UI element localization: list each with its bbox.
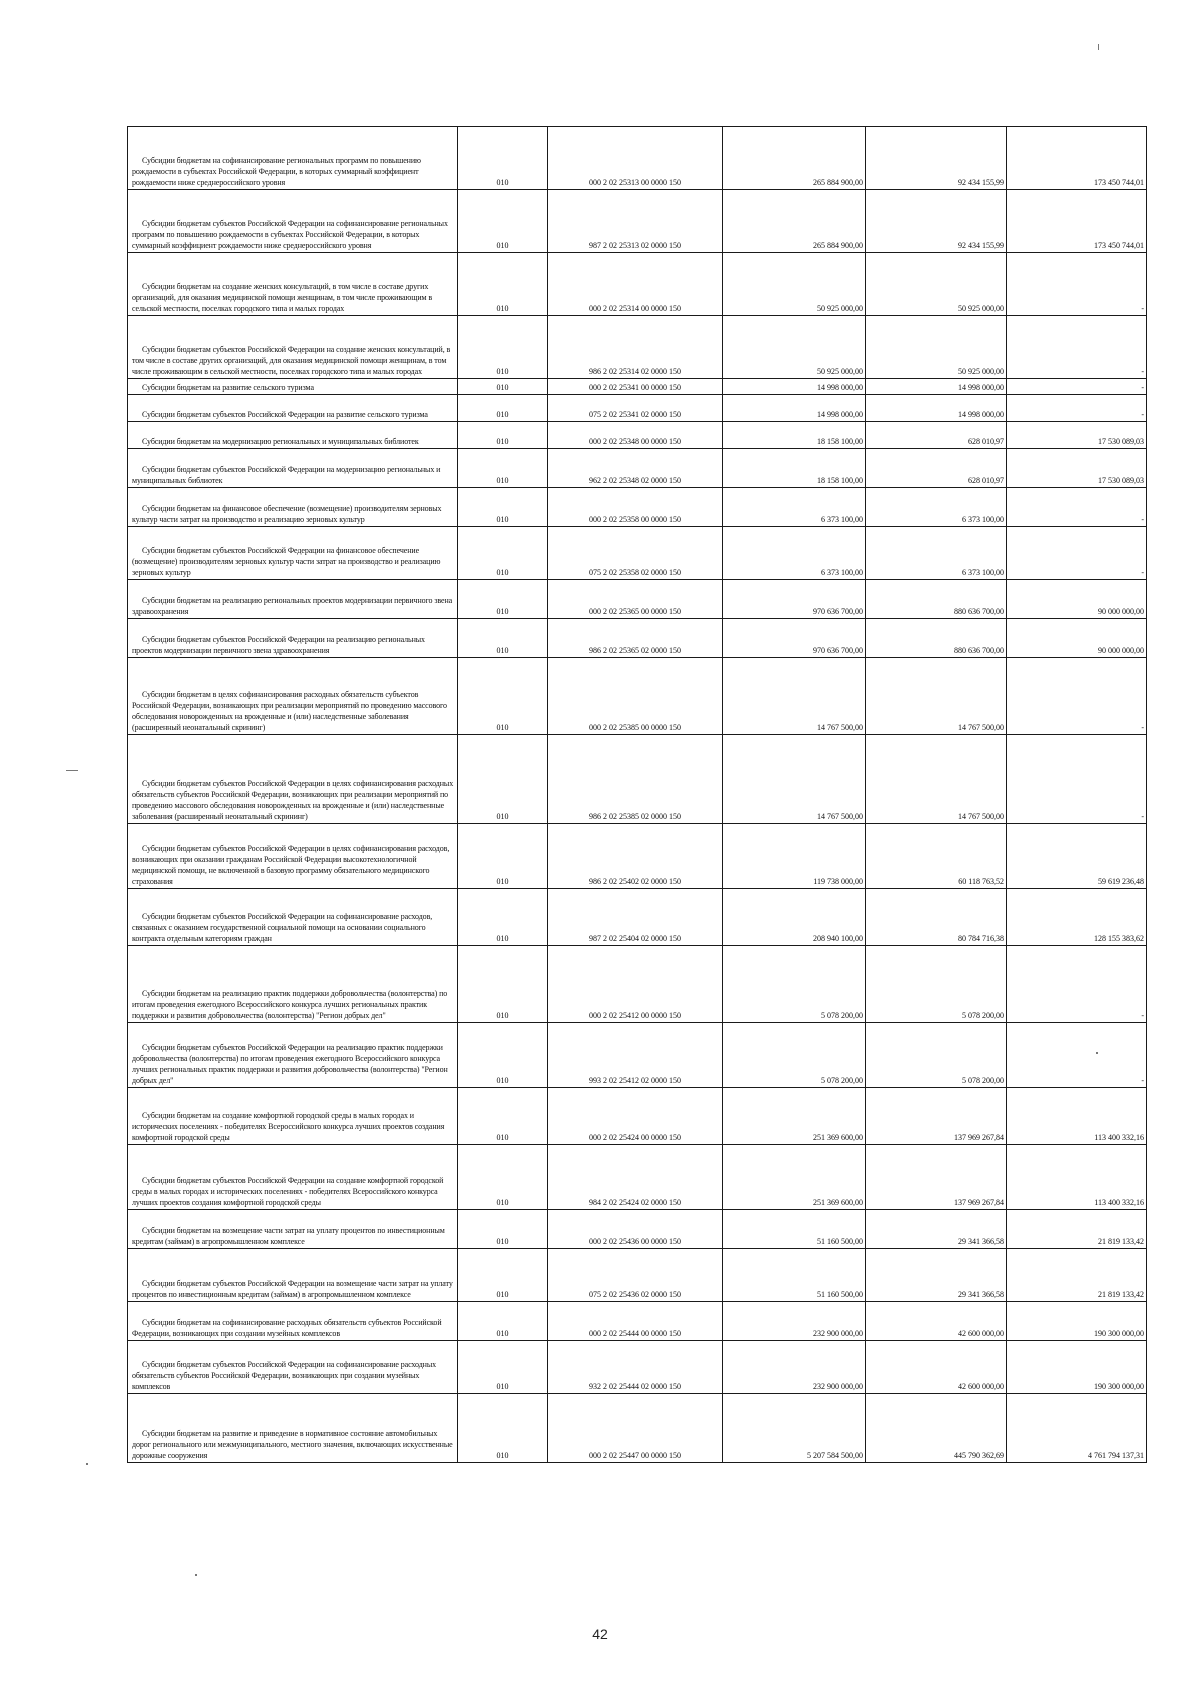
scan-speck <box>66 770 78 771</box>
budget-code-cell: 000 2 02 25365 00 0000 150 <box>548 580 723 619</box>
table-row <box>128 190 1147 253</box>
indicator-name-cell: Субсидии бюджетам субъектов Российской Федерации на создание женских консультаций, в том числе в составе других организаций, для оказания медицинской помощи женщинам, в том числе проживающим в сельской местности, поселках городского типа и малых городах <box>128 316 458 379</box>
line-code-cell: 010 <box>458 127 548 190</box>
budget-code-cell: 986 2 02 25314 02 0000 150 <box>548 316 723 379</box>
executed-amount-cell: 92 434 155,99 <box>866 127 1007 190</box>
indicator-name-cell: Субсидии бюджетам на развитие сельского туризма <box>128 379 458 395</box>
line-code-cell: 010 <box>458 889 548 946</box>
indicator-name-cell: Субсидии бюджетам на возмещение части затрат на уплату процентов по инвестиционным кредитам (займам) в агропромышленном комплексе <box>128 1210 458 1249</box>
table-row <box>128 889 1147 946</box>
unexecuted-amount-cell: 21 819 133,42 <box>1007 1210 1147 1249</box>
unexecuted-amount-cell: 21 819 133,42 <box>1007 1249 1147 1302</box>
budget-code-cell: 000 2 02 25348 00 0000 150 <box>548 422 723 449</box>
executed-amount-cell: 628 010,97 <box>866 422 1007 449</box>
budget-code-cell: 075 2 02 25358 02 0000 150 <box>548 527 723 580</box>
indicator-name-cell: Субсидии бюджетам субъектов Российской Федерации на модернизацию региональных и муниципальных библиотек <box>128 449 458 488</box>
budget-code-cell: 000 2 02 25341 00 0000 150 <box>548 379 723 395</box>
indicator-name-cell: Субсидии бюджетам субъектов Российской Федерации на софинансирование региональных программ по повышению рождаемости в субъектах Российской Федерации, в которых суммарный коэффициент рождаемости ниже среднероссийского уровня <box>128 190 458 253</box>
executed-amount-cell: 628 010,97 <box>866 449 1007 488</box>
table-row <box>128 379 1147 395</box>
page-number: 42 <box>592 1626 608 1642</box>
approved-amount-cell: 5 078 200,00 <box>723 946 866 1023</box>
indicator-name-cell: Субсидии бюджетам субъектов Российской Федерации на финансовое обеспечение (возмещение) производителям зерновых культур части затрат на производство и реализацию зерновых культур <box>128 527 458 580</box>
table-row <box>128 316 1147 379</box>
table-row <box>128 1341 1147 1394</box>
executed-amount-cell: 880 636 700,00 <box>866 619 1007 658</box>
table-row <box>128 1394 1147 1463</box>
executed-amount-cell: 14 998 000,00 <box>866 379 1007 395</box>
indicator-name-cell: Субсидии бюджетам субъектов Российской Федерации на возмещение части затрат на уплату процентов по инвестиционным кредитам (займам) в агропромышленном комплексе <box>128 1249 458 1302</box>
table-row <box>128 488 1147 527</box>
line-code-cell: 010 <box>458 422 548 449</box>
budget-code-cell: 986 2 02 25365 02 0000 150 <box>548 619 723 658</box>
line-code-cell: 010 <box>458 379 548 395</box>
unexecuted-amount-cell: 17 530 089,03 <box>1007 422 1147 449</box>
indicator-name-cell: Субсидии бюджетам субъектов Российской Федерации на реализацию практик поддержки добровольчества (волонтерства) по итогам проведения ежегодного Всероссийского конкурса лучших региональных практик поддержки и развития добровольчества (волонтерства) "Регион добрых дел" <box>128 1023 458 1088</box>
line-code-cell: 010 <box>458 488 548 527</box>
unexecuted-amount-cell: 190 300 000,00 <box>1007 1302 1147 1341</box>
unexecuted-amount-cell: 113 400 332,16 <box>1007 1088 1147 1145</box>
line-code-cell: 010 <box>458 658 548 735</box>
budget-code-cell: 986 2 02 25402 02 0000 150 <box>548 824 723 889</box>
line-code-cell: 010 <box>458 1023 548 1088</box>
approved-amount-cell: 265 884 900,00 <box>723 190 866 253</box>
executed-amount-cell: 50 925 000,00 <box>866 253 1007 316</box>
indicator-name-cell: Субсидии бюджетам на софинансирование региональных программ по повышению рождаемости в субъектах Российской Федерации, в которых суммарный коэффициент рождаемости ниже среднероссийского уровня <box>128 127 458 190</box>
indicator-name-cell: Субсидии бюджетам в целях софинансирования расходных обязательств субъектов Российской Федерации, возникающих при реализации мероприятий по проведению массового обследования новорожденных на врожденные и (или) наследственные заболевания (расширенный неонатальный скрининг) <box>128 658 458 735</box>
approved-amount-cell: 119 738 000,00 <box>723 824 866 889</box>
unexecuted-amount-cell: - <box>1007 316 1147 379</box>
indicator-name-cell: Субсидии бюджетам субъектов Российской Федерации на реализацию региональных проектов модернизации первичного звена здравоохранения <box>128 619 458 658</box>
budget-code-cell: 075 2 02 25341 02 0000 150 <box>548 395 723 422</box>
budget-code-cell: 000 2 02 25358 00 0000 150 <box>548 488 723 527</box>
scan-speck <box>86 1463 88 1465</box>
unexecuted-amount-cell: - <box>1007 658 1147 735</box>
approved-amount-cell: 50 925 000,00 <box>723 253 866 316</box>
approved-amount-cell: 232 900 000,00 <box>723 1302 866 1341</box>
indicator-name-cell: Субсидии бюджетам на развитие и приведение в нормативное состояние автомобильных дорог регионального или межмуниципального, местного значения, включающих искусственные дорожные сооружения <box>128 1394 458 1463</box>
indicator-name-cell: Субсидии бюджетам субъектов Российской Федерации на софинансирование расходов, связанных с оказанием государственной социальной помощи на основании социального контракта отдельным категориям граждан <box>128 889 458 946</box>
scan-speck <box>195 1574 197 1576</box>
approved-amount-cell: 5 207 584 500,00 <box>723 1394 866 1463</box>
budget-code-cell: 984 2 02 25424 02 0000 150 <box>548 1145 723 1210</box>
unexecuted-amount-cell: - <box>1007 1023 1147 1088</box>
approved-amount-cell: 14 998 000,00 <box>723 395 866 422</box>
indicator-name-cell: Субсидии бюджетам субъектов Российской Федерации в целях софинансирования расходных обязательств субъектов Российской Федерации, возникающих при реализации мероприятий по проведению массового обследования новорожденных на врожденные и (или) наследственные заболевания (расширенный неонатальный скрининг) <box>128 735 458 824</box>
line-code-cell: 010 <box>458 1394 548 1463</box>
executed-amount-cell: 880 636 700,00 <box>866 580 1007 619</box>
line-code-cell: 010 <box>458 1341 548 1394</box>
executed-amount-cell: 5 078 200,00 <box>866 946 1007 1023</box>
unexecuted-amount-cell: 190 300 000,00 <box>1007 1341 1147 1394</box>
indicator-name-cell: Субсидии бюджетам субъектов Российской Федерации в целях софинансирования расходов, возникающих при оказании гражданам Российской Федерации высокотехнологичной медицинской помощи, не включенной в базовую программу обязательного медицинского страхования <box>128 824 458 889</box>
executed-amount-cell: 80 784 716,38 <box>866 889 1007 946</box>
table-row <box>128 449 1147 488</box>
unexecuted-amount-cell: - <box>1007 527 1147 580</box>
budget-code-cell: 986 2 02 25385 02 0000 150 <box>548 735 723 824</box>
table-row <box>128 1088 1147 1145</box>
budget-code-cell: 000 2 02 25412 00 0000 150 <box>548 946 723 1023</box>
unexecuted-amount-cell: 59 619 236,48 <box>1007 824 1147 889</box>
indicator-name-cell: Субсидии бюджетам на финансовое обеспечение (возмещение) производителям зерновых культур части затрат на производство и реализацию зерновых культур <box>128 488 458 527</box>
unexecuted-amount-cell: 128 155 383,62 <box>1007 889 1147 946</box>
executed-amount-cell: 42 600 000,00 <box>866 1341 1007 1394</box>
approved-amount-cell: 14 767 500,00 <box>723 735 866 824</box>
budget-code-cell: 000 2 02 25424 00 0000 150 <box>548 1088 723 1145</box>
executed-amount-cell: 50 925 000,00 <box>866 316 1007 379</box>
approved-amount-cell: 265 884 900,00 <box>723 127 866 190</box>
line-code-cell: 010 <box>458 1210 548 1249</box>
indicator-name-cell: Субсидии бюджетам на реализацию практик поддержки добровольчества (волонтерства) по итогам проведения ежегодного Всероссийского конкурса лучших региональных практик поддержки и развития добровольчества (волонтерства) "Регион добрых дел" <box>128 946 458 1023</box>
budget-table-sheet <box>127 126 1146 1463</box>
table-row <box>128 127 1147 190</box>
unexecuted-amount-cell: - <box>1007 735 1147 824</box>
executed-amount-cell: 14 767 500,00 <box>866 658 1007 735</box>
unexecuted-amount-cell: 173 450 744,01 <box>1007 127 1147 190</box>
executed-amount-cell: 445 790 362,69 <box>866 1394 1007 1463</box>
indicator-name-cell: Субсидии бюджетам на создание женских консультаций, в том числе в составе других организаций, для оказания медицинской помощи женщинам, в том числе проживающим в сельской местности, поселках городского типа и малых городах <box>128 253 458 316</box>
approved-amount-cell: 251 369 600,00 <box>723 1088 866 1145</box>
budget-code-cell: 000 2 02 25444 00 0000 150 <box>548 1302 723 1341</box>
scan-speck <box>1096 1052 1098 1054</box>
line-code-cell: 010 <box>458 395 548 422</box>
executed-amount-cell: 6 373 100,00 <box>866 488 1007 527</box>
approved-amount-cell: 18 158 100,00 <box>723 449 866 488</box>
approved-amount-cell: 14 998 000,00 <box>723 379 866 395</box>
executed-amount-cell: 137 969 267,84 <box>866 1145 1007 1210</box>
line-code-cell: 010 <box>458 735 548 824</box>
indicator-name-cell: Субсидии бюджетам субъектов Российской Федерации на софинансирование расходных обязательств субъектов Российской Федерации, возникающих при создании музейных комплексов <box>128 1341 458 1394</box>
executed-amount-cell: 92 434 155,99 <box>866 190 1007 253</box>
approved-amount-cell: 251 369 600,00 <box>723 1145 866 1210</box>
unexecuted-amount-cell: - <box>1007 395 1147 422</box>
budget-code-cell: 000 2 02 25314 00 0000 150 <box>548 253 723 316</box>
approved-amount-cell: 6 373 100,00 <box>723 488 866 527</box>
line-code-cell: 010 <box>458 946 548 1023</box>
budget-code-cell: 987 2 02 25313 02 0000 150 <box>548 190 723 253</box>
budget-code-cell: 932 2 02 25444 02 0000 150 <box>548 1341 723 1394</box>
executed-amount-cell: 14 998 000,00 <box>866 395 1007 422</box>
budget-code-cell: 000 2 02 25447 00 0000 150 <box>548 1394 723 1463</box>
unexecuted-amount-cell: 173 450 744,01 <box>1007 190 1147 253</box>
approved-amount-cell: 208 940 100,00 <box>723 889 866 946</box>
budget-code-cell: 993 2 02 25412 02 0000 150 <box>548 1023 723 1088</box>
budget-code-cell: 000 2 02 25385 00 0000 150 <box>548 658 723 735</box>
line-code-cell: 010 <box>458 253 548 316</box>
line-code-cell: 010 <box>458 316 548 379</box>
table-row <box>128 580 1147 619</box>
line-code-cell: 010 <box>458 1249 548 1302</box>
line-code-cell: 010 <box>458 1302 548 1341</box>
scan-speck <box>1098 44 1099 50</box>
executed-amount-cell: 29 341 366,58 <box>866 1210 1007 1249</box>
table-body <box>128 127 1147 1463</box>
approved-amount-cell: 6 373 100,00 <box>723 527 866 580</box>
table-row <box>128 395 1147 422</box>
indicator-name-cell: Субсидии бюджетам на создание комфортной городской среды в малых городах и исторических поселениях - победителях Всероссийского конкурса лучших проектов создания комфортной городской среды <box>128 1088 458 1145</box>
line-code-cell: 010 <box>458 824 548 889</box>
table-row <box>128 1249 1147 1302</box>
approved-amount-cell: 50 925 000,00 <box>723 316 866 379</box>
line-code-cell: 010 <box>458 190 548 253</box>
table-row <box>128 619 1147 658</box>
unexecuted-amount-cell: - <box>1007 488 1147 527</box>
executed-amount-cell: 6 373 100,00 <box>866 527 1007 580</box>
unexecuted-amount-cell: - <box>1007 253 1147 316</box>
table-row <box>128 1210 1147 1249</box>
unexecuted-amount-cell: 113 400 332,16 <box>1007 1145 1147 1210</box>
unexecuted-amount-cell: - <box>1007 379 1147 395</box>
income-execution-table <box>127 126 1147 1463</box>
executed-amount-cell: 29 341 366,58 <box>866 1249 1007 1302</box>
approved-amount-cell: 970 636 700,00 <box>723 619 866 658</box>
executed-amount-cell: 137 969 267,84 <box>866 1088 1007 1145</box>
indicator-name-cell: Субсидии бюджетам субъектов Российской Федерации на развитие сельского туризма <box>128 395 458 422</box>
table-row <box>128 946 1147 1023</box>
table-row <box>128 1023 1147 1088</box>
executed-amount-cell: 42 600 000,00 <box>866 1302 1007 1341</box>
table-row <box>128 824 1147 889</box>
line-code-cell: 010 <box>458 1145 548 1210</box>
indicator-name-cell: Субсидии бюджетам на модернизацию региональных и муниципальных библиотек <box>128 422 458 449</box>
budget-code-cell: 000 2 02 25436 00 0000 150 <box>548 1210 723 1249</box>
table-row <box>128 1302 1147 1341</box>
budget-code-cell: 000 2 02 25313 00 0000 150 <box>548 127 723 190</box>
unexecuted-amount-cell: 90 000 000,00 <box>1007 580 1147 619</box>
line-code-cell: 010 <box>458 449 548 488</box>
unexecuted-amount-cell: 4 761 794 137,31 <box>1007 1394 1147 1463</box>
executed-amount-cell: 60 118 763,52 <box>866 824 1007 889</box>
budget-code-cell: 987 2 02 25404 02 0000 150 <box>548 889 723 946</box>
budget-code-cell: 075 2 02 25436 02 0000 150 <box>548 1249 723 1302</box>
indicator-name-cell: Субсидии бюджетам на софинансирование расходных обязательств субъектов Российской Федерации, возникающих при создании музейных комплексов <box>128 1302 458 1341</box>
approved-amount-cell: 18 158 100,00 <box>723 422 866 449</box>
indicator-name-cell: Субсидии бюджетам на реализацию региональных проектов модернизации первичного звена здравоохранения <box>128 580 458 619</box>
table-row <box>128 735 1147 824</box>
line-code-cell: 010 <box>458 619 548 658</box>
approved-amount-cell: 51 160 500,00 <box>723 1249 866 1302</box>
approved-amount-cell: 14 767 500,00 <box>723 658 866 735</box>
budget-code-cell: 962 2 02 25348 02 0000 150 <box>548 449 723 488</box>
executed-amount-cell: 14 767 500,00 <box>866 735 1007 824</box>
table-row <box>128 527 1147 580</box>
table-row <box>128 253 1147 316</box>
approved-amount-cell: 970 636 700,00 <box>723 580 866 619</box>
unexecuted-amount-cell: 17 530 089,03 <box>1007 449 1147 488</box>
table-row <box>128 1145 1147 1210</box>
approved-amount-cell: 5 078 200,00 <box>723 1023 866 1088</box>
unexecuted-amount-cell: - <box>1007 946 1147 1023</box>
line-code-cell: 010 <box>458 527 548 580</box>
table-row <box>128 422 1147 449</box>
approved-amount-cell: 232 900 000,00 <box>723 1341 866 1394</box>
table-row <box>128 658 1147 735</box>
line-code-cell: 010 <box>458 580 548 619</box>
indicator-name-cell: Субсидии бюджетам субъектов Российской Федерации на создание комфортной городской среды в малых городах и исторических поселениях - победителях Всероссийского конкурса лучших проектов создания комфортной городской среды <box>128 1145 458 1210</box>
unexecuted-amount-cell: 90 000 000,00 <box>1007 619 1147 658</box>
executed-amount-cell: 5 078 200,00 <box>866 1023 1007 1088</box>
line-code-cell: 010 <box>458 1088 548 1145</box>
approved-amount-cell: 51 160 500,00 <box>723 1210 866 1249</box>
